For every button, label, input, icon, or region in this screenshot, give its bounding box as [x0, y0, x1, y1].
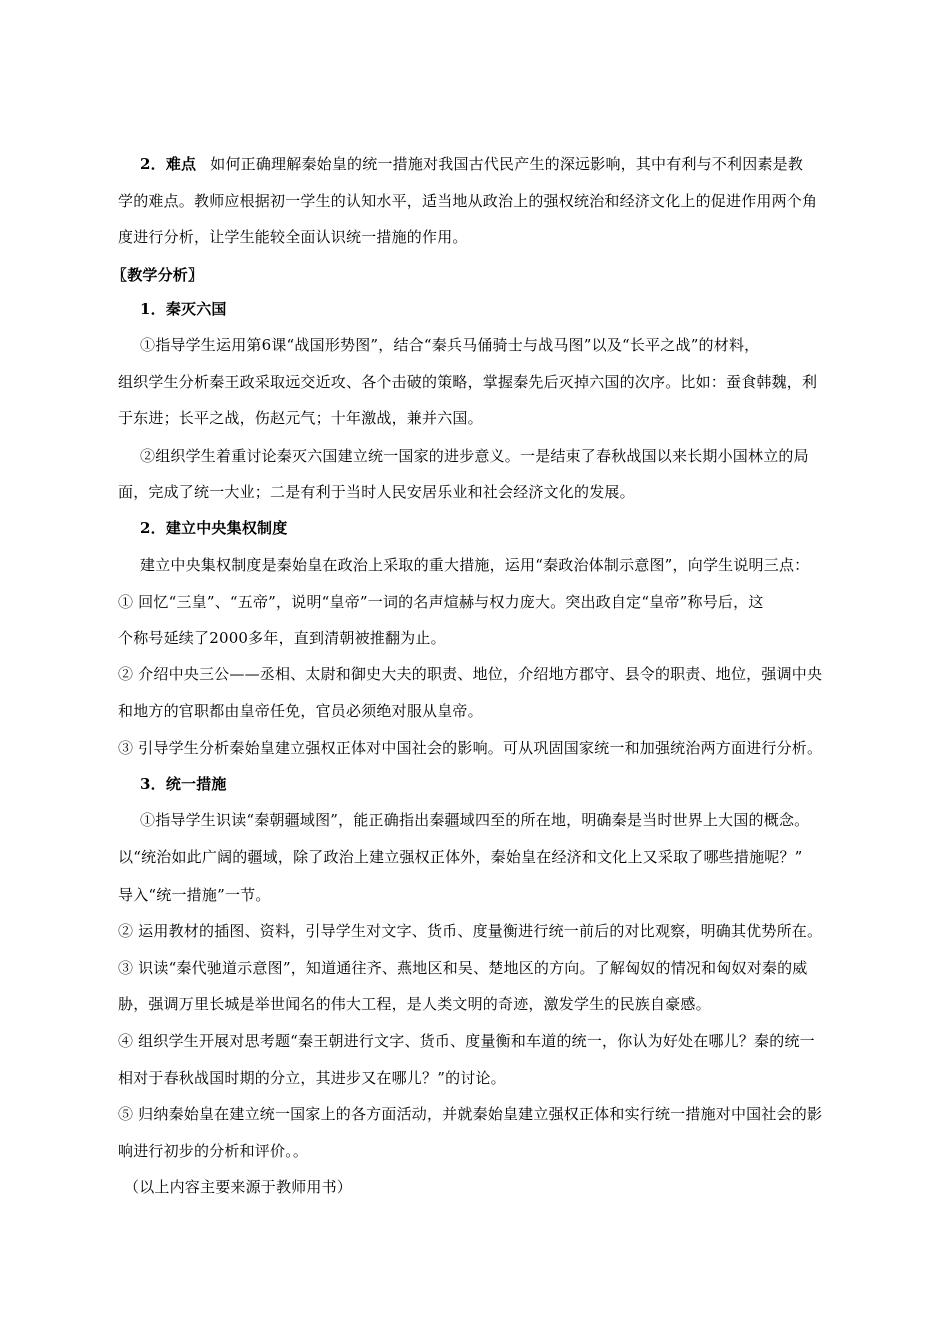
section-1-title: 1．秦灭六国: [140, 300, 227, 318]
section-2-line-1: 建立中央集权制度是秦始皇在政治上采取的重大措施，运用“秦政治体制示意图”，向学生说明三点：: [140, 556, 810, 574]
difficulty-title: 难点: [165, 155, 197, 173]
section-3-title: 3．统一措施: [140, 775, 227, 793]
section-3-line-7: ④ 组织学生开展对思考题“秦王朝进行文字、货币、度量衡和车道的统一，你认为好处在哪儿？秦的统一: [118, 1032, 815, 1050]
section-1-line-3: 于东进；长平之战，伤赵元气；十年激战，兼并六国。: [118, 409, 483, 427]
section-2-line-2: ① 回忆“三皇”、“五帝”，说明“皇帝”一词的名声煊赫与权力庞大。突出政自定“皇帝”称号后，这: [118, 593, 764, 611]
difficulty-text-1: 如何正确理解秦始皇的统一措施对我国古代民产生的深远影响，其中有利与不利因素是教: [210, 155, 804, 173]
difficulty-text-2: 学的难点。教师应根据初一学生的认知水平，适当地从政治上的强权统治和经济文化上的促进作用两个角: [118, 192, 818, 210]
section-2-line-3: 个称号延续了2000多年，直到清朝被推翻为止。: [118, 629, 446, 647]
section-2-title: 2．建立中央集权制度: [140, 519, 288, 537]
difficulty-text-3: 度进行分析，让学生能较全面认识统一措施的作用。: [118, 228, 468, 246]
section-3-line-5: ③ 识读“秦代驰道示意图”，知道通往齐、燕地区和吴、楚地区的方向。了解匈奴的情况和匈奴对秦的威: [118, 959, 808, 977]
section-3-line-8: 相对于春秋战国时期的分立，其进步又在哪儿？”的讨论。: [118, 1069, 506, 1087]
section-3-line-10: 响进行初步的分析和评价。。: [118, 1142, 309, 1160]
source-note: （以上内容主要来源于教师用书）: [124, 1178, 353, 1196]
section-3-line-3: 导入“统一措施”一节。: [118, 886, 271, 904]
section-1-line-4: ②组织学生着重讨论秦灭六国建立统一国家的进步意义。一是结束了春秋战国以来长期小国林立的局: [140, 447, 809, 465]
section-2-line-4: ② 介绍中央三公——丞相、太尉和御史大夫的职责、地位，介绍地方郡守、县令的职责、地位，强调中央: [118, 665, 823, 683]
analysis-heading: 〖教学分析〗: [112, 266, 204, 284]
difficulty-number: 2．: [140, 155, 166, 173]
section-3-line-6: 胁，强调万里长城是举世闻名的伟大工程，是人类文明的奇迹，激发学生的民族自豪感。: [118, 995, 711, 1013]
section-1-line-5: 面，完成了统一大业；二是有利于当时人民安居乐业和社会经济文化的发展。: [118, 483, 635, 501]
difficulty-line-1: [140, 154, 803, 174]
section-3-line-1: ①指导学生识读“秦朝疆域图”，能正确指出秦疆域四至的所在地，明确秦是当时世界上大国的概念。: [140, 811, 810, 829]
section-3-line-4: ② 运用教材的插图、资料，引导学生对文字、货币、度量衡进行统一前后的对比观察，明确其优势所在。: [118, 922, 823, 940]
section-3-line-9: ⑤ 归纳秦始皇在建立统一国家上的各方面活动，并就秦始皇建立强权正体和实行统一措施对中国社会的影: [118, 1105, 823, 1123]
section-2-line-5: 和地方的官职都由皇帝任免，官员必须绝对服从皇帝。: [118, 702, 483, 720]
section-1-line-2: 组织学生分析秦王政采取远交近攻、各个击破的策略，掌握秦先后灭掉六国的次序。比如：蚕食韩魏，利: [118, 373, 818, 391]
section-1-line-1: ①指导学生运用第6课“战国形势图”，结合“秦兵马俑骑士与战马图”以及“长平之战”的材料，: [140, 336, 760, 354]
section-3-line-2: 以“统治如此广阔的疆域，除了政治上建立强权正体外，秦始皇在经济和文化上又采取了哪些措施呢？”: [118, 848, 803, 866]
section-2-line-6: ③ 引导学生分析秦始皇建立强权正体对中国社会的影响。可从巩固国家统一和加强统治两方面进行分析。: [118, 739, 823, 757]
